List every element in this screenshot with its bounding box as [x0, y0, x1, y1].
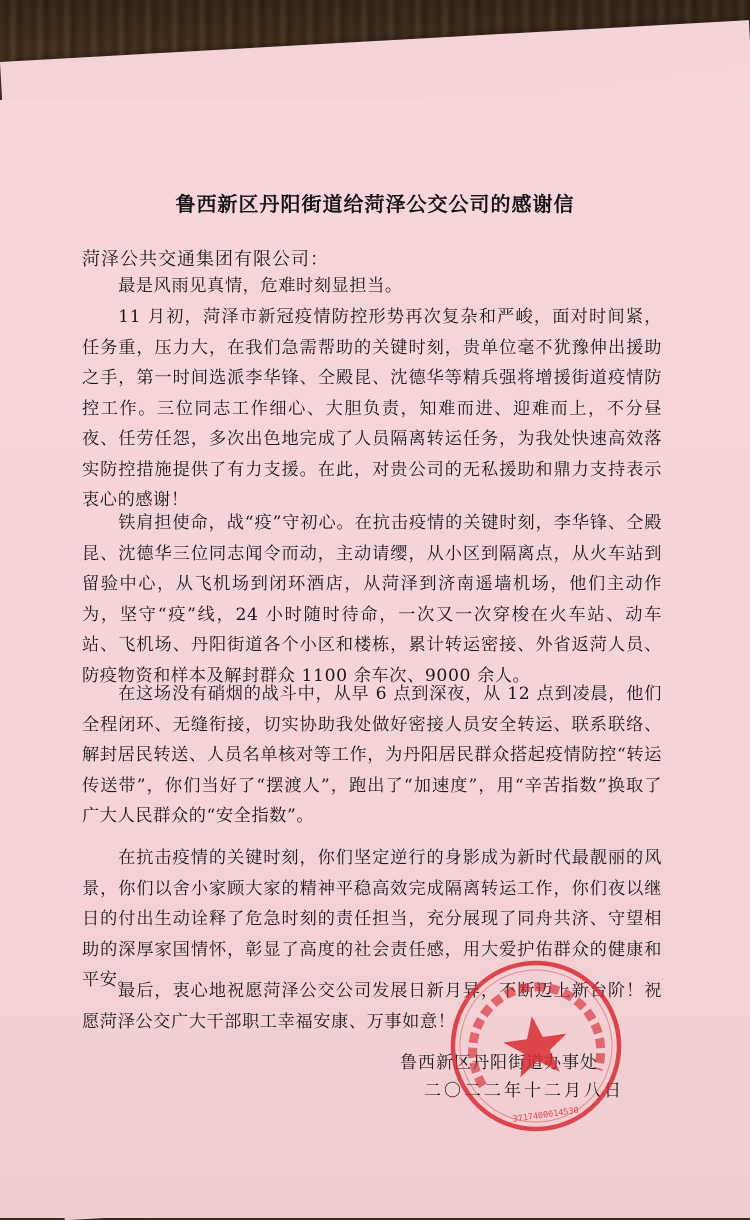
official-seal-stamp — [437, 947, 636, 1146]
letter-date: 二〇二二年十二月八日 — [424, 1081, 624, 1101]
paragraph-1: 最是风雨见真情，危难时刻显担当。 — [118, 276, 403, 296]
letter-title: 鲁西新区丹阳街道给菏泽公交公司的感谢信 — [175, 192, 575, 216]
paragraph-3: 铁肩担使命，战“疫”守初心。在抗击疫情的关键时刻，李华锋、仝殿昆、沈德华三位同志闻令而动，主动请缨，从小区到隔离点，从火车站到留验中心，从飞机场到闭环酒店，从菏泽到济南遥墙机场，他们主动作为，坚守“疫”线，24 小时随时待命，一次又一次穿梭在火车站、动车站、飞机场、丹阳街道各个小区和楼栋，累计转运密接、外省返菏人员、防疫物资和样本及解封群众 1100 余车次、9000 余人。 — [82, 513, 662, 686]
paragraph-2: 11 月初，菏泽市新冠疫情防控形势再次复杂和严峻，面对时间紧，任务重，压力大，在我们急需帮助的关键时刻，贵单位毫不犹豫伸出援助之手，第一时间选派李华锋、仝殿昆、沈德华等精兵强将增援街道疫情防控工作。三位同志工作细心、大胆负责，知难而进、迎难而上，不分昼夜、任劳任怨，多次出色地完成了人员隔离转运任务，为我处快速高效落实防控措施提供了有力支援。在此，对贵公司的无私援助和鼎力支持表示衷心的感谢！ — [82, 307, 662, 510]
seal-star-icon — [500, 1012, 572, 1079]
signature: 鲁西新区丹阳街道办事处 — [400, 1053, 598, 1073]
paragraph-4: 在这场没有硝烟的战斗中，从早 6 点到深夜，从 12 点到凌晨，他们全程闭环、无缝衔接，切实协助我处做好密接人员安全转运、联系联络、解封居民转送、人员名单核对等工作，为丹阳居民群众搭起疫情防控“转运传送带”，你们当好了“摆渡人”，跑出了“加速度”，用“辛苦指数”换取了广大人民群众的“安全指数”。 — [82, 684, 662, 826]
salutation: 菏泽公共交通集团有限公司： — [82, 249, 329, 270]
paragraph-6: 最后，衷心地祝愿菏泽公交公司发展日新月异，不断迈上新台阶！祝愿菏泽公交广大干部职工幸福安康、万事如意！ — [82, 981, 662, 1032]
paragraph-5: 在抗击疫情的关键时刻，你们坚定逆行的身影成为新时代最靓丽的风景，你们以舍小家顾大家的精神平稳高效完成隔离转运工作，你们夜以继日的付出生动诠释了危急时刻的责任担当，充分展现了同舟共济、守望相助的深厚家国情怀，彰显了高度的社会责任感，用大爱护佑群众的健康和平安。 — [82, 848, 662, 990]
seal-number: 3717400014530 — [512, 1105, 580, 1125]
